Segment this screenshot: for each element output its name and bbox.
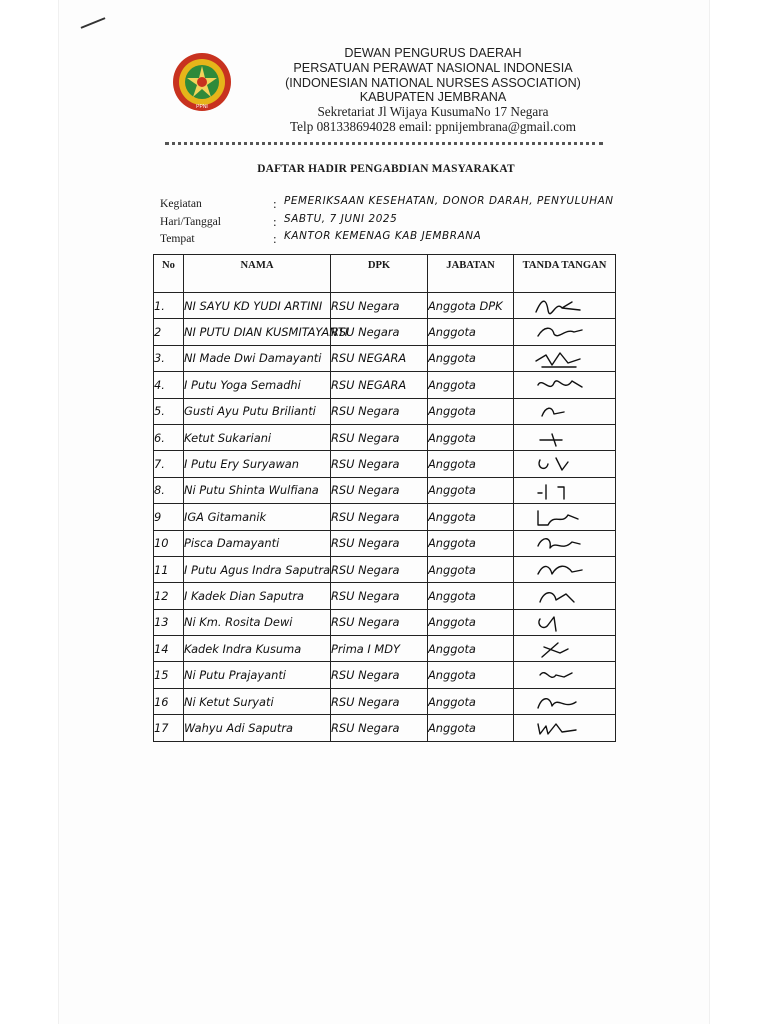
row-name: I Putu Ery Suryawan [184,451,331,477]
handwritten-signature [532,402,584,422]
row-signature [514,530,616,556]
row-signature [514,345,616,371]
handwritten-signature [532,454,584,474]
handwritten-signature [532,718,584,738]
row-name: Ketut Sukariani [184,424,331,450]
row-dpk: RSU Negara [331,556,428,582]
row-name: Ni Ketut Suryati [184,688,331,714]
row-name: Ni Km. Rosita Dewi [184,609,331,635]
table-row [154,530,616,556]
row-number: 13 [154,609,184,635]
info-label: Tempat [160,232,195,245]
row-signature [514,609,616,635]
row-number: 1. [154,293,184,319]
row-name: Ni Putu Prajayanti [184,662,331,688]
table-row [154,372,616,398]
handwritten-signature [532,639,584,659]
row-jabatan: Anggota [428,477,514,503]
row-name: NI Made Dwi Damayanti [184,345,331,371]
row-dpk: RSU Negara [331,398,428,424]
table-row [154,398,616,424]
row-jabatan: Anggota DPK [428,293,514,319]
header-jabatan: JABATAN [428,255,514,293]
org-name: PERSATUAN PERAWAT NASIONAL INDONESIA [293,60,573,75]
org-address: Sekretariat Jl Wijaya KusumaNo 17 Negara [317,104,549,120]
row-number: 2 [154,319,184,345]
info-label: Kegiatan [160,197,202,210]
document-title: DAFTAR HADIR PENGABDIAN MASYARAKAT [257,163,515,175]
table-row [154,451,616,477]
header-tanda-tangan: TANDA TANGAN [514,255,616,293]
attendance-rows [154,293,616,742]
row-signature [514,372,616,398]
row-signature [514,662,616,688]
row-signature [514,293,616,319]
row-name: Gusti Ayu Putu Brilianti [184,398,331,424]
table-row [154,293,616,319]
row-number: 6. [154,424,184,450]
row-dpk: RSU Negara [331,477,428,503]
row-number: 4. [154,372,184,398]
row-jabatan: Anggota [428,319,514,345]
row-jabatan: Anggota [428,662,514,688]
info-colon: : [273,196,277,211]
handwritten-signature [532,375,584,395]
row-signature [514,583,616,609]
table-row [154,477,616,503]
letterhead [252,46,614,135]
row-jabatan: Anggota [428,530,514,556]
row-dpk: RSU Negara [331,530,428,556]
handwritten-signature [532,507,584,527]
org-region: KABUPATEN JEMBRANA [359,90,507,105]
info-value: SABTU, 7 JUNI 2025 [284,212,398,225]
info-colon: : [273,213,277,229]
handwritten-signature [532,665,584,685]
row-dpk: RSU NEGARA [331,372,428,398]
row-jabatan: Anggota [428,688,514,714]
handwritten-signature [532,349,584,369]
row-number: 15 [154,662,184,688]
row-name: I Putu Agus Indra Saputra [184,556,331,582]
handwritten-signature [532,296,584,316]
row-name: NI SAYU KD YUDI ARTINI [184,293,331,319]
row-signature [514,319,616,345]
row-name: Wahyu Adi Saputra [184,715,331,741]
info-colon: : [273,231,277,246]
letterhead-divider [165,142,603,145]
table-row [154,345,616,371]
info-value: PEMERIKSAAN KESEHATAN, DONOR DARAH, PENYULUHAN [284,195,614,207]
row-dpk: RSU Negara [331,688,428,714]
handwritten-signature [532,692,584,712]
row-signature [514,636,616,662]
row-name: Ni Putu Shinta Wulfiana [184,477,331,503]
row-signature [514,451,616,477]
attendance-table [153,254,616,742]
info-value: KANTOR KEMENAG KAB JEMBRANA [284,230,482,242]
row-jabatan: Anggota [428,715,514,741]
handwritten-signature [532,428,584,448]
header-nama: NAMA [184,255,331,293]
row-dpk: RSU Negara [331,293,428,319]
row-number: 11 [154,556,184,582]
table-row [154,504,616,530]
table-row [154,609,616,635]
row-number: 16 [154,688,184,714]
row-number: 9 [154,504,184,530]
handwritten-signature [532,481,584,501]
org-contact: Telp 081338694028 email: ppnijembrana@gmail.com [290,118,576,134]
row-number: 8. [154,477,184,503]
handwritten-signature [532,322,584,342]
row-signature [514,504,616,530]
table-row [154,556,616,582]
row-number: 10 [154,530,184,556]
row-dpk: RSU Negara [331,609,428,635]
row-dpk: RSU Negara [331,319,428,345]
row-jabatan: Anggota [428,504,514,530]
row-dpk: RSU Negara [331,715,428,741]
row-number: 7. [154,451,184,477]
handwritten-signature [532,560,584,580]
info-label: Hari/Tanggal [160,214,221,228]
table-row [154,424,616,450]
row-signature [514,556,616,582]
table-row [154,319,616,345]
row-jabatan: Anggota [428,398,514,424]
row-jabatan: Anggota [428,451,514,477]
row-name: Kadek Indra Kusuma [184,636,331,662]
logo-text: PPNI [196,104,208,110]
row-number: 14 [154,636,184,662]
row-dpk: RSU NEGARA [331,345,428,371]
row-jabatan: Anggota [428,345,514,371]
row-jabatan: Anggota [428,609,514,635]
row-dpk: RSU Negara [331,451,428,477]
row-signature [514,688,616,714]
row-number: 12 [154,583,184,609]
handwritten-signature [532,534,584,554]
header-dpk: DPK [331,255,428,293]
handwritten-signature [532,586,584,606]
row-number: 3. [154,345,184,371]
row-dpk: Prima I MDY [331,636,428,662]
row-signature [514,715,616,741]
row-dpk: RSU Negara [331,424,428,450]
handwritten-signature [532,613,584,633]
header-no: No [154,255,184,293]
org-name-en: (INDONESIAN NATIONAL NURSES ASSOCIATION) [285,75,581,90]
row-signature [514,424,616,450]
table-row [154,662,616,688]
row-dpk: RSU Negara [331,504,428,530]
row-signature [514,477,616,503]
ppni-logo [172,52,232,112]
table-row [154,715,616,741]
row-name: Pisca Damayanti [184,530,331,556]
row-jabatan: Anggota [428,636,514,662]
row-number: 17 [154,715,184,741]
org-level: DEWAN PENGURUS DAERAH [344,46,522,60]
row-name: IGA Gitamanik [184,504,331,530]
row-name: I Kadek Dian Saputra [184,583,331,609]
row-name: NI PUTU DIAN KUSMITAYANTI [184,319,331,345]
row-number: 5. [154,398,184,424]
row-dpk: RSU Negara [331,583,428,609]
row-name: I Putu Yoga Semadhi [184,372,331,398]
row-signature [514,398,616,424]
row-dpk: RSU Negara [331,662,428,688]
table-row [154,583,616,609]
table-row [154,636,616,662]
row-jabatan: Anggota [428,583,514,609]
table-header-row [154,255,616,293]
table-row [154,688,616,714]
row-jabatan: Anggota [428,556,514,582]
row-jabatan: Anggota [428,424,514,450]
row-jabatan: Anggota [428,372,514,398]
